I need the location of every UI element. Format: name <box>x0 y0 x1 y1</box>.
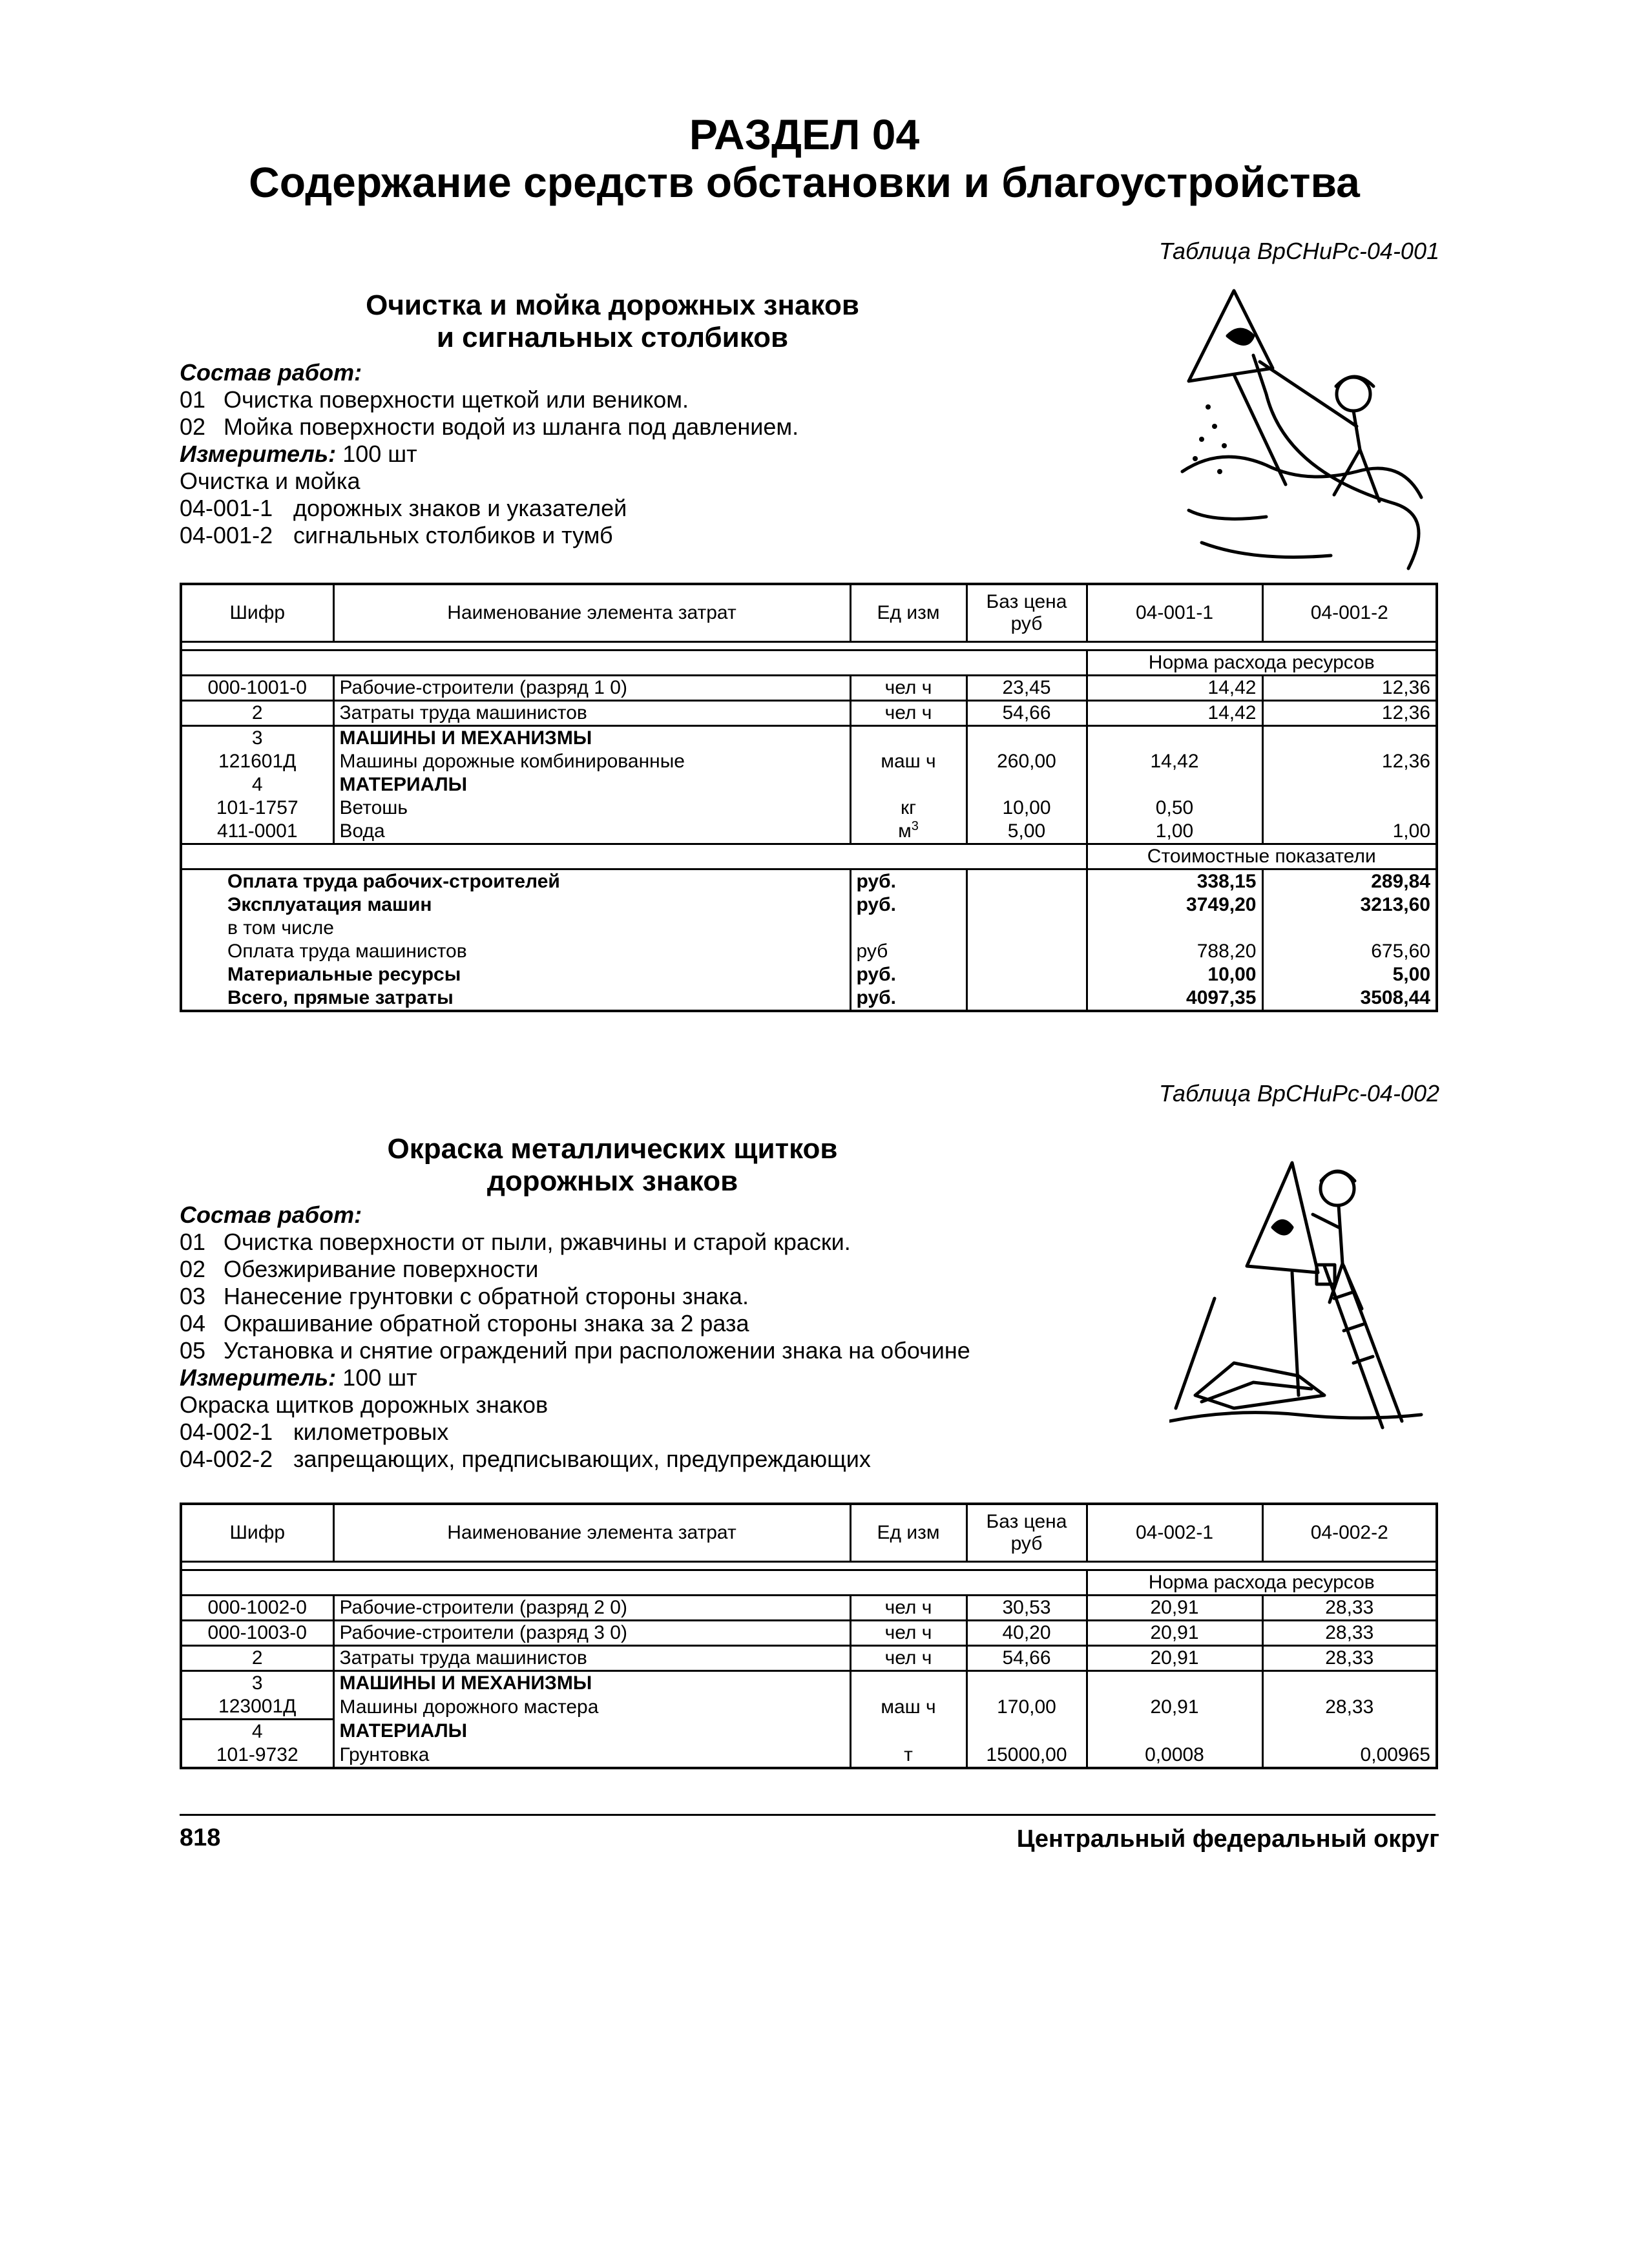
table-cell <box>966 1720 1087 1744</box>
table-cell: кг <box>850 796 966 820</box>
table-cell <box>850 820 966 844</box>
work-num: 04 <box>180 1310 206 1337</box>
table-cell: Затраты труда машинистов <box>333 701 850 726</box>
header-col1: 04-002-1 <box>1087 1504 1262 1562</box>
code-text: сигнальных столбиков и тумб <box>293 522 613 548</box>
table-cell: 289,84 <box>1262 869 1437 894</box>
table-cell: 20,91 <box>1087 1695 1262 1720</box>
unit-text: м <box>898 820 912 842</box>
table-cell: 30,53 <box>966 1596 1087 1621</box>
table-cell: маш ч <box>850 1695 966 1720</box>
header-price <box>966 584 1087 642</box>
sign-washing-illustration <box>1163 278 1447 581</box>
meter-label: Измеритель: <box>180 441 337 467</box>
table-cell: 3 <box>251 727 263 749</box>
table-cell: Рабочие-строители (разряд 1 0) <box>333 676 850 701</box>
meter-value: 100 шт <box>342 441 417 467</box>
table-cell: чел ч <box>850 1621 966 1646</box>
code-text: километровых <box>293 1419 449 1445</box>
table-cell <box>181 1562 1437 1570</box>
table-cell: 40,20 <box>966 1621 1087 1646</box>
table-cell: Машины дорожного мастера <box>333 1695 850 1720</box>
meter-value: 100 шт <box>342 1364 417 1391</box>
table-cell: МАШИНЫ И МЕХАНИЗМЫ <box>333 1671 850 1696</box>
table-row <box>181 1671 1437 1696</box>
work-item <box>180 1310 970 1337</box>
table-cell: руб. <box>850 986 966 1011</box>
table-row <box>181 1743 1437 1768</box>
table-cell <box>850 726 966 751</box>
header-unit: Ед изм <box>850 1504 966 1562</box>
norm-title-row <box>181 650 1437 676</box>
header-price-line: руб <box>1010 613 1043 634</box>
work-item <box>180 1256 970 1283</box>
header-price-line: руб <box>1010 1533 1043 1554</box>
table-cell: Эксплуатация машин <box>227 894 432 915</box>
table-cell: чел ч <box>850 701 966 726</box>
table-cell <box>966 917 1087 940</box>
works-label: Состав работ: <box>180 1202 362 1228</box>
code-num: 04-001-1 <box>180 495 273 521</box>
table-cell <box>966 726 1087 751</box>
table-cell: Ветошь <box>333 796 850 820</box>
works-label: Состав работ: <box>180 359 362 386</box>
work-text: Обезжиривание поверхности <box>224 1256 539 1282</box>
table-cell: Оплата труда рабочих-строителей <box>227 871 560 892</box>
table-cell: маш ч <box>850 750 966 773</box>
meter-line <box>180 1364 970 1391</box>
work-text: Мойка поверхности водой из шланга под давлением. <box>224 413 799 440</box>
table-row <box>181 676 1437 701</box>
header-name: Наименование элемента затрат <box>333 1504 850 1562</box>
work-description <box>180 1202 970 1473</box>
table-cell: 54,66 <box>966 701 1087 726</box>
header-price <box>966 1504 1087 1562</box>
work-item <box>180 413 799 441</box>
norm-title-row <box>181 1570 1437 1596</box>
table-cell: Всего, прямые затраты <box>227 987 454 1008</box>
header-col2: 04-002-2 <box>1262 1504 1437 1562</box>
table-cell: 101-1757 <box>216 797 298 818</box>
header-price-line: Баз цена <box>986 591 1067 612</box>
table-cell: 4097,35 <box>1087 986 1262 1011</box>
table-cell: 411-0001 <box>216 820 298 842</box>
table-row <box>181 750 1437 773</box>
sign-painting-illustration <box>1169 1150 1428 1434</box>
table-cell <box>966 1671 1087 1696</box>
table-cell: 0,00965 <box>1262 1743 1437 1768</box>
section-title: РАЗДЕЛ 04 <box>689 110 920 158</box>
work-item <box>180 1229 970 1256</box>
section-subtitle: Содержание средств обстановки и благоустройства <box>249 158 1360 206</box>
cost-row <box>181 869 1437 894</box>
table-cell: 123001Д <box>181 1695 333 1720</box>
cost-row <box>181 963 1437 986</box>
work-text: Установка и снятие ограждений при расположении знака на обочине <box>224 1337 970 1364</box>
cost-row <box>181 986 1437 1011</box>
table-cell: 3213,60 <box>1262 893 1437 917</box>
table-cell: 2 <box>181 1646 333 1671</box>
table-cell: чел ч <box>850 676 966 701</box>
table-cell: 1,00 <box>1262 820 1437 844</box>
norm-title: Норма расхода ресурсов <box>1087 650 1437 676</box>
table-cell: 14,42 <box>1087 750 1262 773</box>
table-cell: 5,00 <box>966 820 1087 844</box>
table-ref: Таблица ВрСНиРс-04-002 <box>1158 1080 1439 1107</box>
table-cell: 3508,44 <box>1262 986 1437 1011</box>
spacer-row <box>181 642 1437 650</box>
table-cell: Материальные ресурсы <box>227 964 461 985</box>
table-header-row <box>181 1504 1437 1562</box>
table-cell <box>1087 917 1262 940</box>
table-row <box>181 820 1437 844</box>
work-num: 02 <box>180 1256 206 1282</box>
table-cell: 4 <box>251 1721 263 1742</box>
work-text: Очистка поверхности от пыли, ржавчины и старой краски. <box>224 1229 851 1255</box>
norm-title: Норма расхода ресурсов <box>1087 1570 1437 1596</box>
table-cell: МАШИНЫ И МЕХАНИЗМЫ <box>333 726 850 751</box>
work-num: 01 <box>180 386 206 413</box>
table-row <box>181 701 1437 726</box>
table-cell: 12,36 <box>1262 676 1437 701</box>
code-num: 04-002-1 <box>180 1419 273 1445</box>
table-cell <box>850 1720 966 1744</box>
table-cell <box>1262 796 1437 820</box>
table-cell: 2 <box>181 701 333 726</box>
table-cell <box>1262 726 1437 751</box>
table-cell: 1,00 <box>1087 820 1262 844</box>
table-cell: 10,00 <box>1087 963 1262 986</box>
block-title-line: Окраска металлических щитков <box>387 1133 838 1165</box>
table-cell <box>966 940 1087 963</box>
cost-row <box>181 917 1437 940</box>
table-cell: 20,91 <box>1087 1646 1262 1671</box>
work-text: Очистка поверхности щеткой или веником. <box>224 386 689 413</box>
table-cell <box>181 642 1437 650</box>
table-cell: 14,42 <box>1087 701 1262 726</box>
code-text: запрещающих, предписывающих, предупреждающих <box>293 1446 871 1472</box>
cost-row <box>181 940 1437 963</box>
block-title <box>180 1133 1045 1198</box>
table-cell: 4 <box>251 774 263 795</box>
work-description <box>180 359 799 549</box>
meter-line <box>180 441 799 468</box>
group-name: Окраска щитков дорожных знаков <box>180 1391 548 1418</box>
code-item <box>180 1446 970 1473</box>
header-col1: 04-001-1 <box>1087 584 1262 642</box>
table-cell: руб. <box>850 963 966 986</box>
header-name: Наименование элемента затрат <box>333 584 850 642</box>
spacer-row <box>181 1562 1437 1570</box>
table-cell: 28,33 <box>1262 1646 1437 1671</box>
table-cell: 15000,00 <box>966 1743 1087 1768</box>
table-cell <box>1087 1671 1262 1696</box>
table-cell: 0,0008 <box>1087 1743 1262 1768</box>
table-cell: 12,36 <box>1262 750 1437 773</box>
table-cell: 788,20 <box>1087 940 1262 963</box>
table-cell <box>966 773 1087 796</box>
meter-label: Измеритель: <box>180 1364 337 1391</box>
table-cell <box>850 917 966 940</box>
table-cell: руб <box>850 940 966 963</box>
page-number: 818 <box>180 1824 221 1851</box>
work-item <box>180 1337 970 1364</box>
table-cell: Рабочие-строители (разряд 2 0) <box>333 1596 850 1621</box>
table-row <box>181 1646 1437 1671</box>
cost-title-row <box>181 844 1437 869</box>
table-cell: 260,00 <box>966 750 1087 773</box>
header-col2: 04-001-2 <box>1262 584 1437 642</box>
block-title-line: дорожных знаков <box>486 1165 738 1197</box>
table-cell <box>1262 773 1437 796</box>
table-cell: руб. <box>850 893 966 917</box>
table-header-row <box>181 584 1437 642</box>
table-row <box>181 796 1437 820</box>
table-cell: 338,15 <box>1087 869 1262 894</box>
cost-title: Стоимостные показатели <box>1087 844 1437 869</box>
header-unit: Ед изм <box>850 584 966 642</box>
table-cell: Оплата труда машинистов <box>227 941 467 962</box>
work-num: 01 <box>180 1229 206 1255</box>
block-title-line: Очистка и мойка дорожных знаков <box>366 289 859 321</box>
cost-table <box>180 583 1438 1012</box>
table-cell: 000-1003-0 <box>181 1621 333 1646</box>
table-cell: 54,66 <box>966 1646 1087 1671</box>
table-cell: Грунтовка <box>333 1743 850 1768</box>
table-cell <box>966 869 1087 894</box>
table-cell: Машины дорожные комбинированные <box>333 750 850 773</box>
table-cell <box>1087 1720 1262 1744</box>
table-cell: чел ч <box>850 1596 966 1621</box>
work-item <box>180 1283 970 1310</box>
code-item <box>180 1419 970 1446</box>
table-cell: 000-1002-0 <box>181 1596 333 1621</box>
table-cell: 0,50 <box>1087 796 1262 820</box>
table-cell: 14,42 <box>1087 676 1262 701</box>
work-item <box>180 386 799 413</box>
table-cell: 10,00 <box>966 796 1087 820</box>
table-cell: 3749,20 <box>1087 893 1262 917</box>
table-cell <box>850 773 966 796</box>
table-cell: 28,33 <box>1262 1695 1437 1720</box>
footer-region: Центральный федеральный округ <box>1016 1826 1439 1853</box>
table-cell: 170,00 <box>966 1695 1087 1720</box>
unit-superscript: 3 <box>911 820 919 833</box>
table-cell: в том числе <box>227 917 334 939</box>
table-cell <box>1262 1720 1437 1744</box>
table-ref: Таблица ВрСНиРс-04-001 <box>1158 238 1439 264</box>
header-price-line: Баз цена <box>986 1511 1067 1532</box>
table-cell: 000-1001-0 <box>181 676 333 701</box>
table-cell <box>1087 773 1262 796</box>
cost-row <box>181 893 1437 917</box>
work-num: 03 <box>180 1283 206 1309</box>
table-cell <box>966 963 1087 986</box>
table-cell: чел ч <box>850 1646 966 1671</box>
table-cell: 23,45 <box>966 676 1087 701</box>
table-row <box>181 1720 1437 1744</box>
footer-rule <box>180 1814 1436 1816</box>
table-cell: 121601Д <box>218 751 297 772</box>
table-cell <box>1262 1671 1437 1696</box>
table-cell <box>181 1570 1087 1596</box>
table-cell <box>850 1671 966 1696</box>
table-cell: 3 <box>251 1672 263 1694</box>
table-cell: 28,33 <box>1262 1596 1437 1621</box>
table-cell: т <box>850 1743 966 1768</box>
code-num: 04-001-2 <box>180 522 273 548</box>
work-num: 02 <box>180 413 206 440</box>
table-cell: 5,00 <box>1262 963 1437 986</box>
table-cell: МАТЕРИАЛЫ <box>333 1720 850 1744</box>
code-item <box>180 522 799 549</box>
table-cell: МАТЕРИАЛЫ <box>333 773 850 796</box>
code-item <box>180 495 799 522</box>
table-cell <box>181 650 1087 676</box>
table-cell: 101-9732 <box>216 1744 298 1765</box>
table-cell: Затраты труда машинистов <box>333 1646 850 1671</box>
code-num: 04-002-2 <box>180 1446 273 1472</box>
table-cell: 675,60 <box>1262 940 1437 963</box>
table-cell <box>966 893 1087 917</box>
table-cell: 12,36 <box>1262 701 1437 726</box>
table-cell: 20,91 <box>1087 1596 1262 1621</box>
work-text: Нанесение грунтовки с обратной стороны знака. <box>224 1283 749 1309</box>
table-cell: руб. <box>850 869 966 894</box>
table-row <box>181 726 1437 751</box>
table-cell <box>1262 917 1437 940</box>
table-cell: 28,33 <box>1262 1621 1437 1646</box>
table-cell <box>966 986 1087 1011</box>
table-row <box>181 1621 1437 1646</box>
table-cell: Рабочие-строители (разряд 3 0) <box>333 1621 850 1646</box>
table-cell <box>181 844 1087 869</box>
code-text: дорожных знаков и указателей <box>293 495 627 521</box>
header-code: Шифр <box>181 1504 333 1562</box>
table-row <box>181 773 1437 796</box>
work-text: Окрашивание обратной стороны знака за 2 раза <box>224 1310 749 1337</box>
block-title <box>180 289 1045 354</box>
table-row <box>181 1596 1437 1621</box>
work-num: 05 <box>180 1337 206 1364</box>
table-cell: Вода <box>333 820 850 844</box>
table-cell: 20,91 <box>1087 1621 1262 1646</box>
table-row <box>181 1695 1437 1720</box>
block-title-line: и сигнальных столбиков <box>436 322 789 353</box>
table-cell <box>1087 726 1262 751</box>
header-code: Шифр <box>181 584 333 642</box>
group-name: Очистка и мойка <box>180 468 360 494</box>
cost-table <box>180 1503 1438 1769</box>
